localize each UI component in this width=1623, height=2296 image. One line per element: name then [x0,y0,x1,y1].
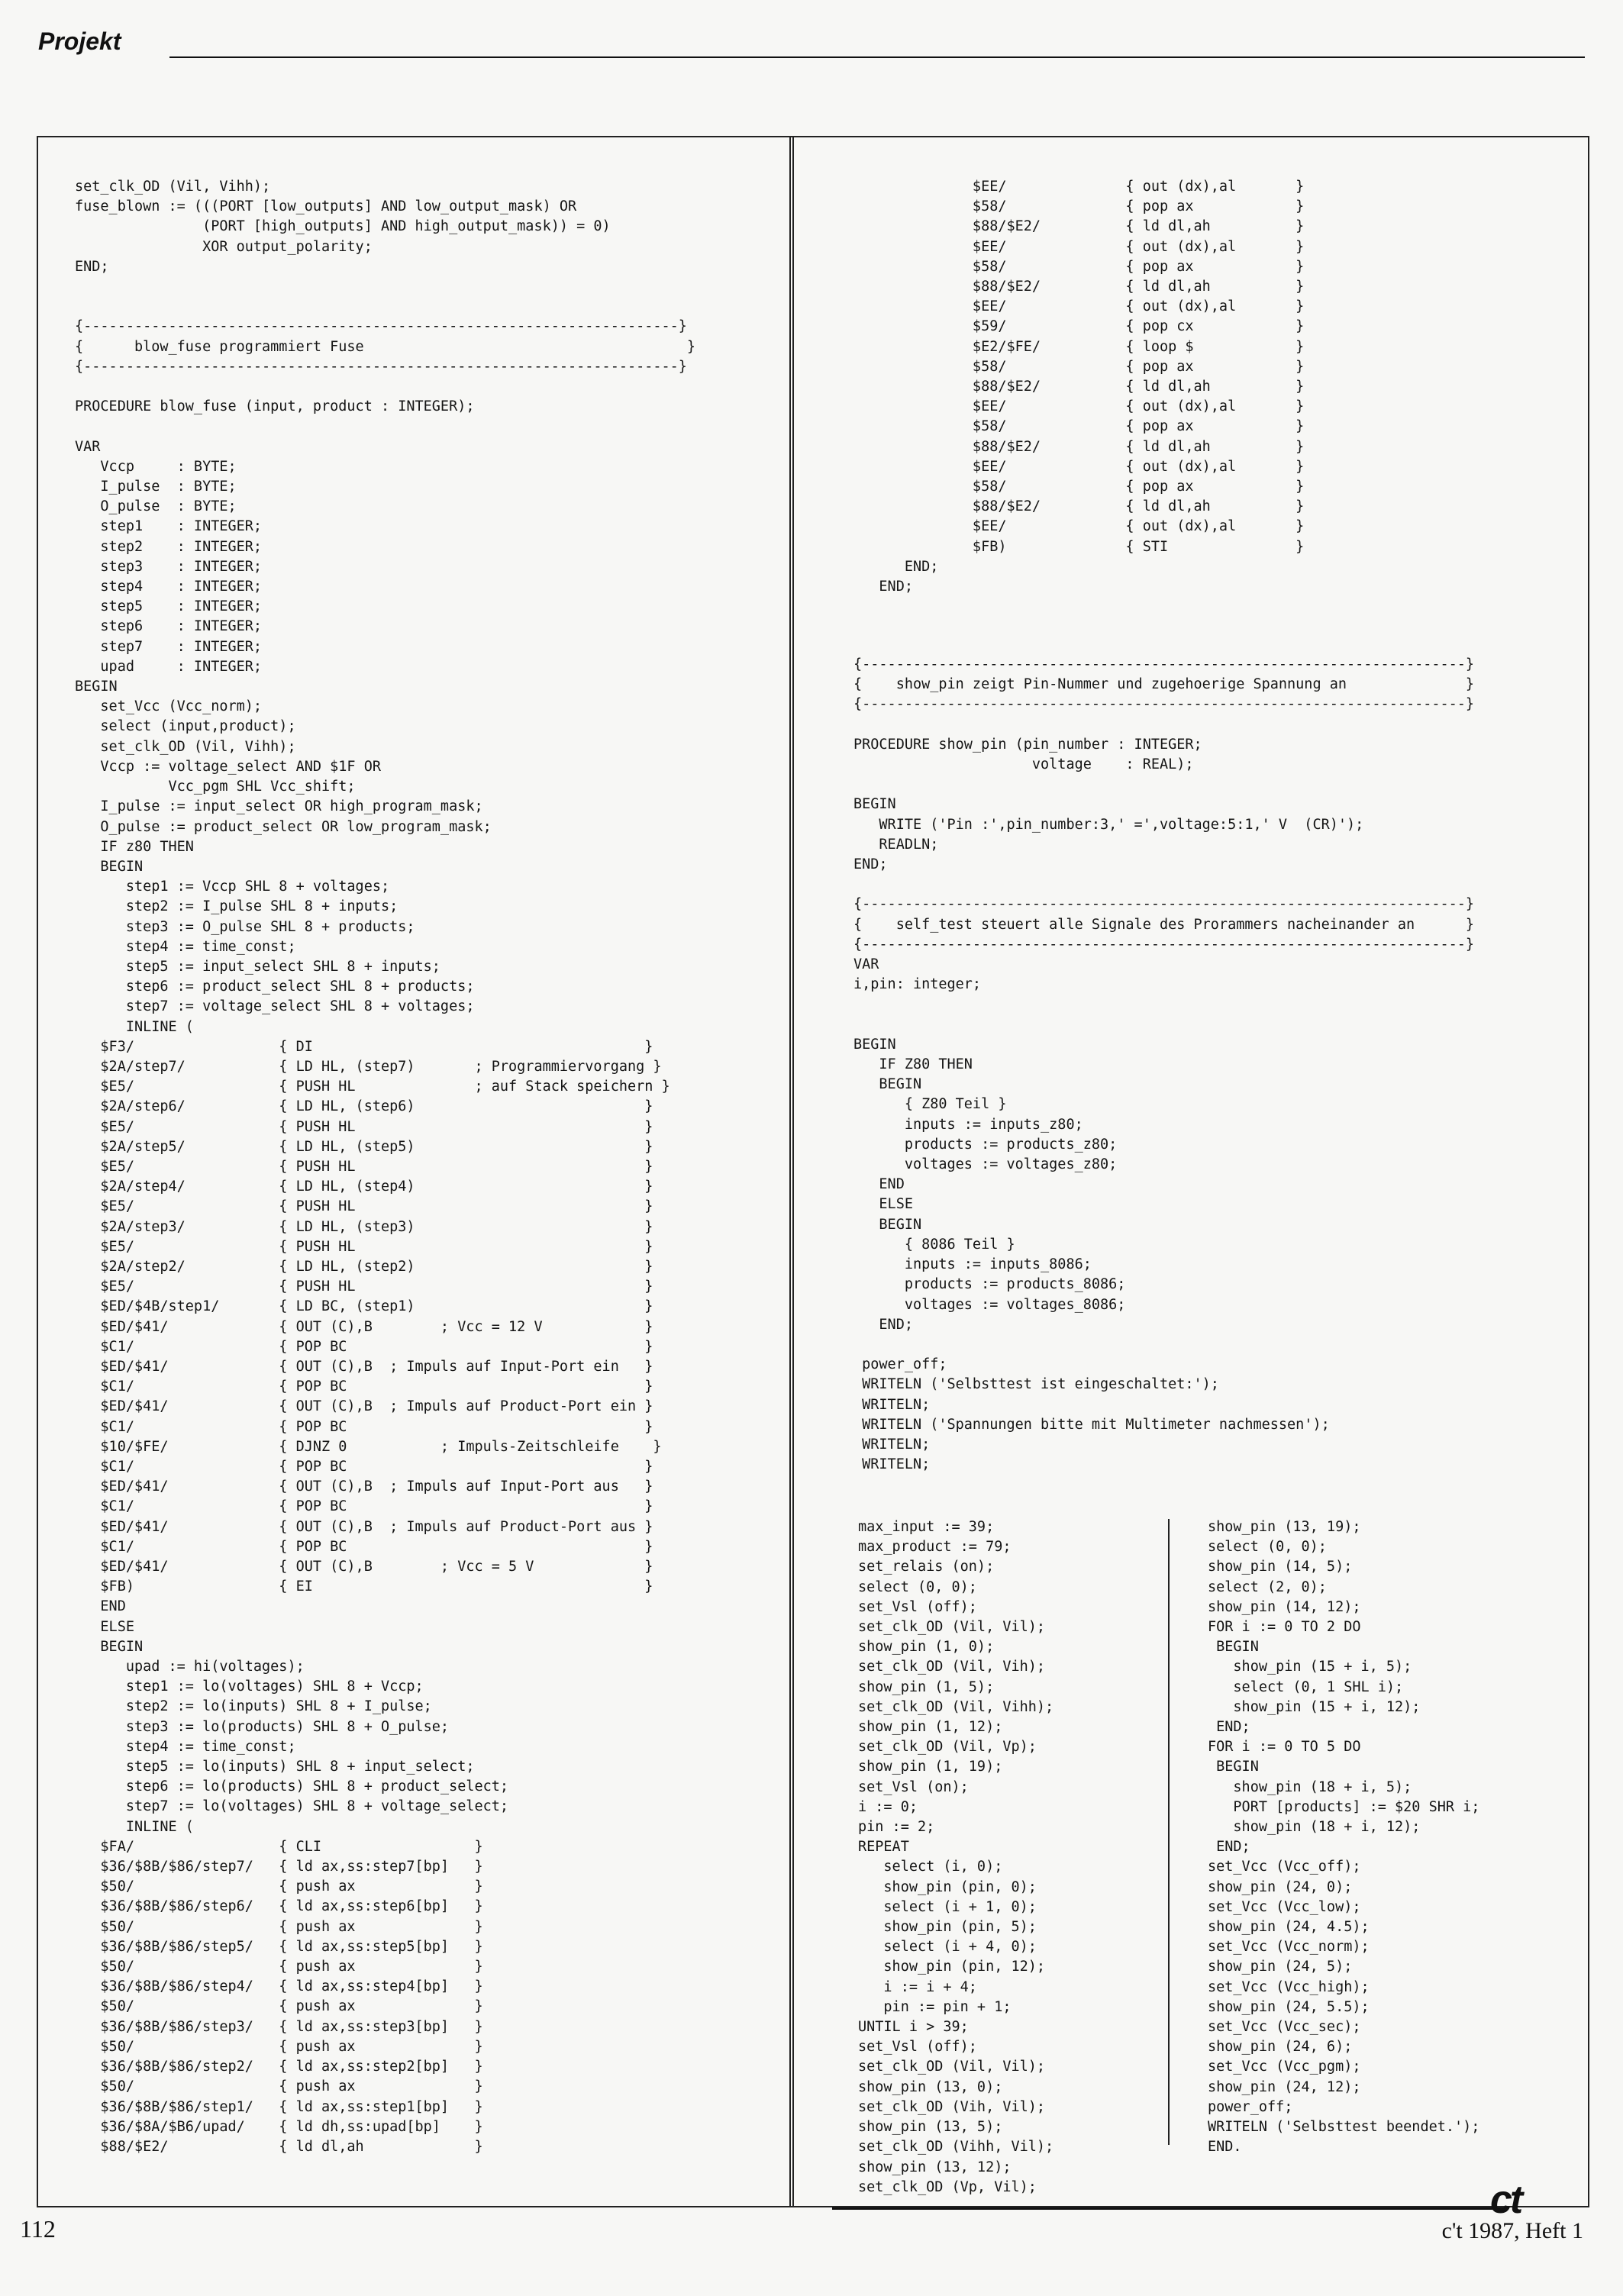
page-header [38,26,1585,64]
section-title: Projekt [38,27,121,55]
code-listing-selftest-b: show_pin (13, 19); select (0, 0); show_pin (14, 5); select (2, 0); show_pin (14, 12); FOR i := 0 TO 2 DO BEGIN show_pin (15 + i, 5); select (0, 1 SHL i); show_pin (15 + i, 12); END; FOR i := 0 TO 5 DO BEGIN show_pin (18 + i, 5); PORT [products] := $20 SHR i; show_pin (18 + i, 12); END; set_Vcc (Vcc_off); show_pin (24, 0); set_Vcc (Vcc_low); show_pin (24, 4.5); set_Vcc (Vcc_norm); show_pin (24, 5); set_Vcc (Vcc_high); show_pin (24, 5.5); set_Vcc (Vcc_sec); show_pin (24, 6); set_Vcc (Vcc_pgm); show_pin (24, 12); power_off; WRITELN ('Selbsttest beendet.'); END. [1208,1519,1480,2156]
footer-rule [832,2207,1508,2210]
inner-column-rule [1168,1519,1170,2145]
code-listing-right-top: $EE/ { out (dx),al } $58/ { pop ax } $88/$E2/ { ld dl,ah } $EE/ { out (dx),al } $58/ { pop ax } $88/$E2/ { ld dl,ah } $EE/ { out (dx),al } $59/ { pop cx } $E2/$FE/ { loop $ } $58/ { pop ax } $88/$E2/ { ld dl,ah } $EE/ { out (dx),al } $58/ { pop ax } $88/$E2/ { ld dl,ah } $EE/ { out (dx),al } $58/ { pop ax } $88/$E2/ { ld dl,ah } $EE/ { out (dx),al } $FB) { STI } END; END; [879,179,1305,595]
page-number: 112 [20,2215,56,2243]
code-listing-selftest-a: max_input := 39; max_product := 79; set_relais (on); select (0, 0); set_Vsl (off); set_clk_OD (Vil, Vil); show_pin (1, 0); set_clk_OD (Vil, Vih); show_pin (1, 5); set_clk_OD (Vil, Vihh); show_pin (1, 12); set_clk_OD (Vil, Vp); show_pin (1, 19); set_Vsl (on); i := 0; pin := 2; REPEAT select (i, 0); show_pin (pin, 0); select (i + 1, 0); show_pin (pin, 5); select (i + 4, 0); show_pin (pin, 12); i := i + 4; pin := pin + 1; UNTIL i > 39; set_Vsl (off); set_clk_OD (Vil, Vil); show_pin (13, 0); set_clk_OD (Vih, Vil); show_pin (13, 5); set_clk_OD (Vihh, Vil); show_pin (13, 12); set_clk_OD (Vp, Vil); [858,1519,1054,2195]
logo-text: ct [1490,2178,1521,2222]
header-rule [169,56,1585,58]
issue-label: c't 1987, Heft 1 [1441,2218,1583,2243]
code-listing-right-middle: {-----------------------------------------------------------------------} { show_pin zeigt Pin-Nummer und zugehoerige Spannung an } {-----------------------------------------------------------------------} PROCEDURE show_pin (pin_number : INTEGER; voltage : REAL); BEGIN WRITE ('Pin :',pin_number:3,' =',voltage:5:1,' V (CR)'); READLN; END; {-----------------------------------------------------------------------} { self_test steuert alle Signale des Prorammers nacheinander an } {-----------------------------------------------------------------------} VAR i,pin: integer; BEGIN IF Z80 THEN BEGIN { Z80 Teil } inputs := inputs_z80; products := products_z80; voltages := voltages_z80; END ELSE BEGIN { 8086 Teil } inputs := inputs_8086; products := products_8086; voltages := voltages_8086; END; power_off; WRITELN ('Selbsttest ist eingeschaltet:'); WRITELN; WRITELN ('Spannungen bitte mit Multimeter nachmessen'); WRITELN; WRITELN; [853,656,1475,1473]
code-listing-left: set_clk_OD (Vil, Vihh); fuse_blown := (((PORT [low_outputs] AND low_output_mask) OR (PORT [high_outputs] AND high_output_mask)) = 0) XOR output_polarity; END; {----------------------------------------------------------------------} { blow_fuse programmiert Fuse } {----------------------------------------------------------------------} PROCEDURE blow_fuse (input, product : INTEGER); VAR Vccp : BYTE; I_pulse : BYTE; O_pulse : BYTE; step1 : INTEGER; step2 : INTEGER; step3 : INTEGER; step4 : INTEGER; step5 : INTEGER; step6 : INTEGER; step7 : INTEGER; upad : INTEGER; BEGIN set_Vcc (Vcc_norm); select (input,product); set_clk_OD (Vil, Vihh); Vccp := voltage_select AND $1F OR Vcc_pgm SHL Vcc_shift; I_pulse := input_select OR high_program_mask; O_pulse := product_select OR low_program_mask; IF z80 THEN BEGIN step1 := Vccp SHL 8 + voltages; step2 := I_pulse SHL 8 + inputs; step3 := O_pulse SHL 8 + products; step4 := time_const; step5 := input_select SHL 8 + inputs; step6 := product_select SHL 8 + products; step7 := voltage_select SHL 8 + voltages; INLINE ( $F3/ { DI } $2A/step7/ { LD HL, (step7) ; Programmiervorgang } $E5/ { PUSH HL ; auf Stack speichern } $2A/step6/ { LD HL, (step6) } $E5/ { PUSH HL } $2A/step5/ { LD HL, (step5) } $E5/ { PUSH HL } $2A/step4/ { LD HL, (step4) } $E5/ { PUSH HL } $2A/step3/ { LD HL, (step3) } $E5/ { PUSH HL } $2A/step2/ { LD HL, (step2) } $E5/ { PUSH HL } $ED/$4B/step1/ { LD BC, (step1) } $ED/$41/ { OUT (C),B ; Vcc = 12 V } $C1/ { POP BC } $ED/$41/ { OUT (C),B ; Impuls auf Input-Port ein } $C1/ { POP BC } $ED/$41/ { OUT (C),B ; Impuls auf Product-Port ein } $C1/ { POP BC } $10/$FE/ { DJNZ 0 ; Impuls-Zeitschleife } $C1/ { POP BC } $ED/$41/ { OUT (C),B ; Impuls auf Input-Port aus } $C1/ { POP BC } $ED/$41/ { OUT (C),B ; Impuls auf Product-Port aus } $C1/ { POP BC } $ED/$41/ { OUT (C),B ; Vcc = 5 V } $FB) { EI } END ELSE BEGIN upad := hi(voltages); step1 := lo(voltages) SHL 8 + Vccp; step2 := lo(inputs) SHL 8 + I_pulse; step3 := lo(products) SHL 8 + O_pulse; step4 := time_const; step5 := lo(inputs) SHL 8 + input_select; step6 := lo(products) SHL 8 + product_select; step7 := lo(voltages) SHL 8 + voltage_select; INLINE ( $FA/ { CLI } $36/$8B/$86/step7/ { ld ax,ss:step7[bp] } $50/ { push ax } $36/$8B/$86/step6/ { ld ax,ss:step6[bp] } $50/ { push ax } $36/$8B/$86/step5/ { ld ax,ss:step5[bp] } $50/ { push ax } $36/$8B/$86/step4/ { ld ax,ss:step4[bp] } $50/ { push ax } $36/$8B/$86/step3/ { ld ax,ss:step3[bp] } $50/ { push ax } $36/$8B/$86/step2/ { ld ax,ss:step2[bp] } $50/ { push ax } $36/$8B/$86/step1/ { ld ax,ss:step1[bp] } $36/$8A/$B6/upad/ { ld dh,ss:upad[bp] } $88/$E2/ { ld dl,ah } [75,179,696,2155]
column-divider [789,136,794,2207]
